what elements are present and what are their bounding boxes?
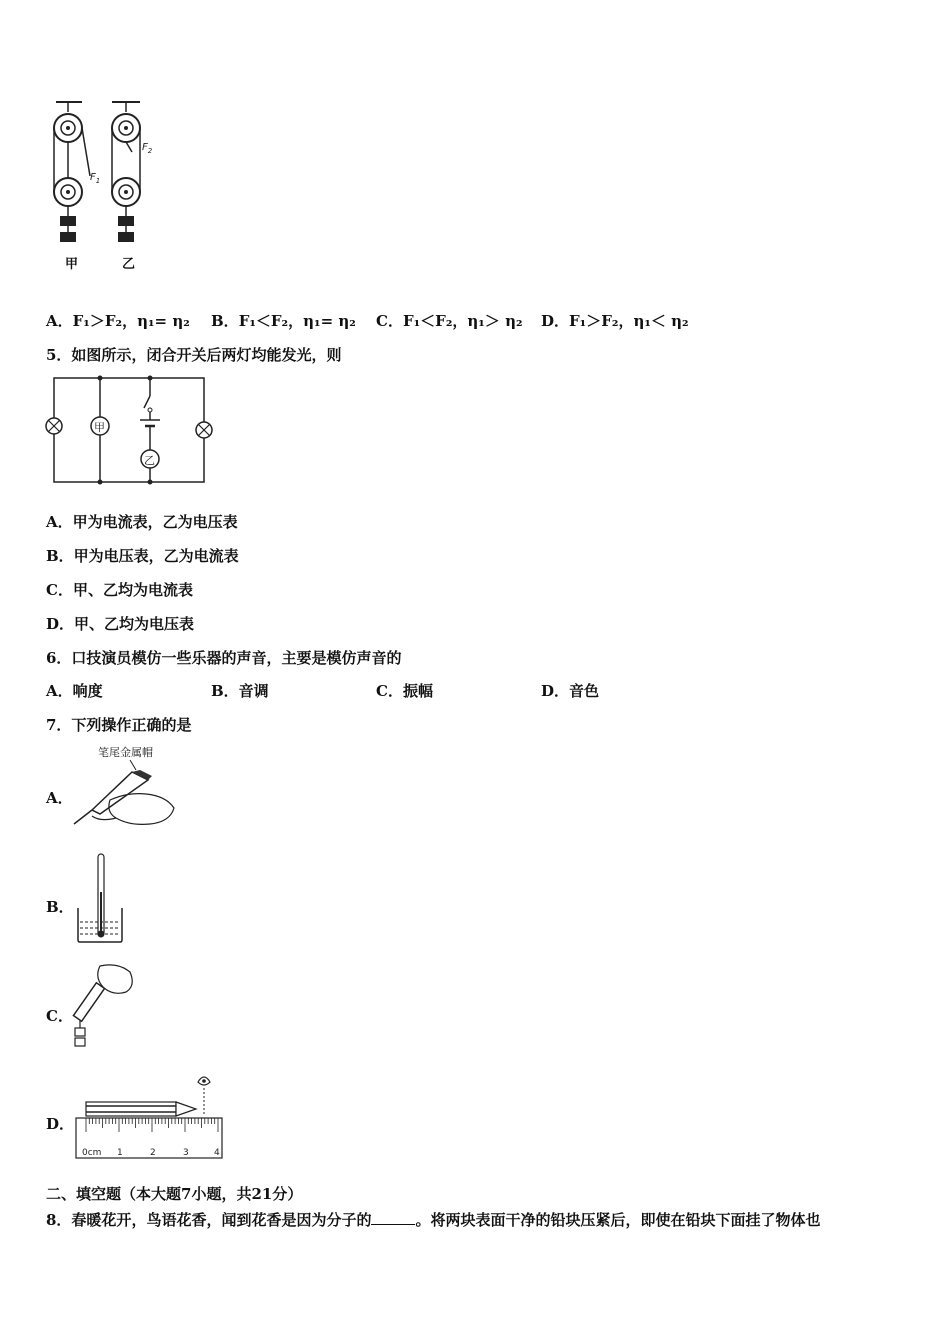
q8-text: 8．春暖花开，鸟语花香，闻到花香是因为分子的 。将两块表面干净的铅块压紧后，即使在铅块下面挂了物体也: [46, 1211, 821, 1229]
pencil: [86, 1102, 196, 1116]
weight-left-1: [60, 216, 76, 226]
label-jia: 甲: [65, 257, 79, 272]
q7-option-a-label[interactable]: A．: [46, 789, 73, 807]
q6-option-d[interactable]: D．音色: [541, 682, 600, 700]
q5-option-b[interactable]: B．甲为电压表，乙为电流表: [46, 547, 239, 565]
q4-options: [46, 311, 689, 331]
q4-option-d[interactable]: D．F₁＞F₂，η₁＜ η₂: [541, 312, 689, 330]
spring-scale: [73, 983, 104, 1022]
q5-option-c[interactable]: C．甲、乙均为电流表: [46, 581, 193, 599]
q6-option-a[interactable]: A．响度: [46, 682, 103, 700]
circuit-diagram: [44, 374, 214, 486]
svg-text:笔尾金属帽: 笔尾金属帽: [98, 746, 153, 759]
q5-option-d[interactable]: D．甲、乙均为电压表: [46, 615, 195, 633]
svg-text:F1: $F_1$: [90, 172, 101, 185]
pulley-figure: [48, 96, 188, 276]
svg-text:F2: $F_2$: [142, 142, 153, 155]
weight-right-1: [118, 216, 134, 226]
q8-blank[interactable]: [371, 1210, 415, 1225]
ruler-label-1: 1: [117, 1148, 123, 1158]
weight-1: [75, 1028, 85, 1036]
weight-left-2: [60, 232, 76, 242]
section-heading: 二、填空题（本大题7小题，共21分）: [46, 1185, 303, 1203]
weight-right-2: [118, 232, 134, 242]
q7-option-d-label[interactable]: D．: [46, 1115, 75, 1133]
q4-option-c[interactable]: C．F₁＜F₂，η₁＞ η₂: [376, 312, 523, 330]
ruler-label-3: 3: [183, 1148, 189, 1158]
test-pen: [92, 772, 148, 814]
q6-stem: 6．口技演员模仿一些乐器的声音，主要是模仿声音的: [46, 649, 402, 667]
weight-2: [75, 1038, 85, 1046]
switch: [144, 396, 150, 408]
spring-scale-figure: [70, 962, 136, 1050]
q5-stem: 5．如图所示，闭合开关后两灯均能发光，则: [46, 346, 342, 364]
q6-options: [46, 681, 599, 701]
svg-text:乙: 乙: [144, 454, 155, 467]
q7-option-b-label[interactable]: B．: [46, 898, 74, 916]
ruler-label-2: 2: [150, 1148, 156, 1158]
q6-option-c[interactable]: C．振幅: [376, 682, 433, 700]
ruler-label-4: 4: [214, 1148, 220, 1158]
ruler-pencil-figure: [72, 1068, 224, 1160]
label-yi: 乙: [122, 257, 136, 272]
svg-text:甲: 甲: [94, 421, 105, 434]
q6-option-b[interactable]: B．音调: [211, 682, 269, 700]
q4-option-a[interactable]: A．F₁＞F₂，η₁= η₂: [46, 312, 190, 330]
ruler-label-0: 0cm: [82, 1148, 102, 1158]
thermometer-beaker-figure: [74, 852, 126, 944]
q7-stem: 7．下列操作正确的是: [46, 716, 192, 734]
q5-option-a[interactable]: A．甲为电流表，乙为电压表: [46, 513, 238, 531]
test-pen-figure: [70, 744, 180, 828]
q4-option-b[interactable]: B．F₁＜F₂，η₁= η₂: [211, 312, 356, 330]
q7-option-c-label[interactable]: C．: [46, 1007, 73, 1025]
